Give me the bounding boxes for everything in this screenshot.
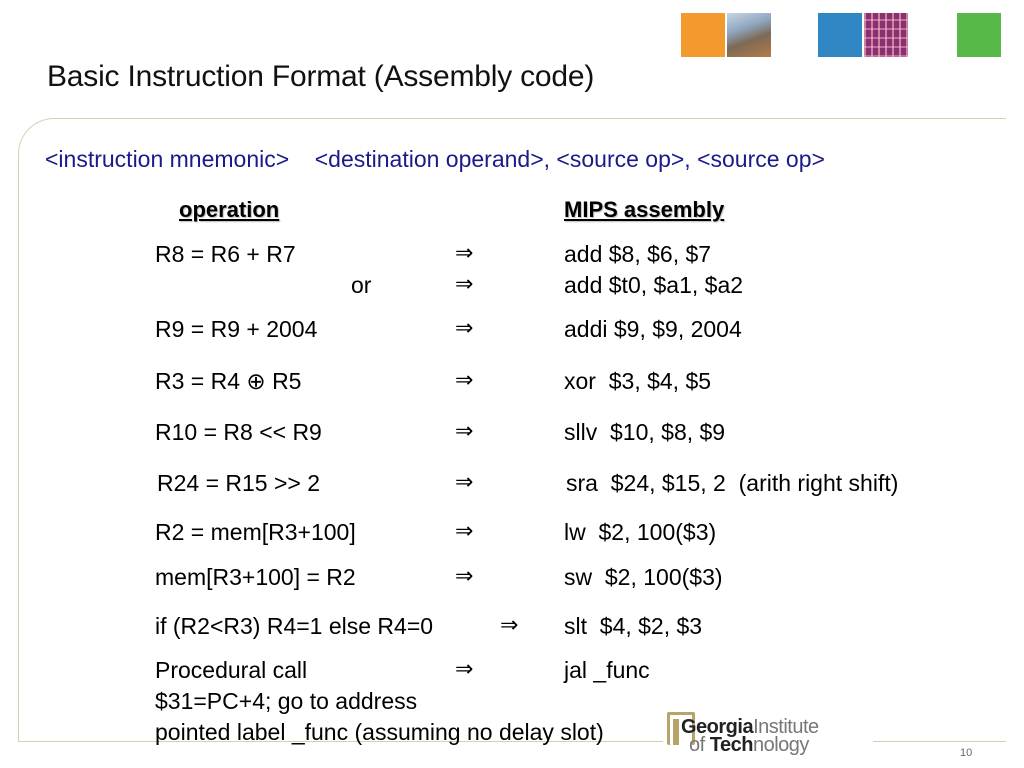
logo-word-georgia: Georgia [681, 716, 754, 738]
header-decor-green [957, 13, 1001, 57]
slide-title: Basic Instruction Format (Assembly code) [47, 60, 595, 93]
column-header-mips: MIPS assembly [564, 197, 725, 222]
operation-text: R3 = R4 ⊕ R5 [155, 368, 302, 394]
header-decor-blue [818, 13, 862, 57]
mips-text: jal _func [564, 657, 650, 683]
implies-arrow-icon: ⇒ [455, 368, 474, 393]
mips-text: xor $3, $4, $5 [564, 368, 712, 394]
mips-text: sw $2, 100($3) [564, 564, 723, 590]
logo-word-of: of [689, 734, 710, 756]
operation-text: R10 = R8 << R9 [155, 419, 322, 445]
operation-text: R8 = R6 + R7 [155, 241, 296, 267]
mips-text: add $t0, $a1, $a2 [564, 272, 744, 298]
operation-text: Procedural call [155, 657, 308, 683]
operation-text: R24 = R15 >> 2 [157, 470, 321, 496]
header-decor-circuit [864, 13, 908, 57]
implies-arrow-icon: ⇒ [455, 419, 474, 444]
implies-arrow-icon: ⇒ [455, 316, 474, 341]
header-decor-photo [727, 13, 771, 57]
mips-text: add $8, $6, $7 [564, 241, 712, 267]
header-decor-orange [681, 13, 725, 57]
logo-word-tech: Tech [709, 734, 753, 756]
operation-text: if (R2<R3) R4=1 else R4=0 [155, 613, 434, 639]
page-number: 10 [960, 747, 973, 759]
logo-line-2 [689, 734, 809, 757]
implies-arrow-icon: ⇒ [455, 519, 474, 544]
procedural-call-note: pointed label _func (assuming no delay slot) [155, 719, 604, 745]
operation-text: R9 = R9 + 2004 [155, 316, 318, 342]
logo-word-nology: nology [752, 734, 809, 756]
georgia-tech-logo [663, 708, 873, 766]
mips-text: sllv $10, $8, $9 [564, 419, 726, 445]
implies-arrow-icon: ⇒ [455, 657, 474, 682]
column-header-operation: operation [179, 197, 280, 222]
implies-arrow-icon: ⇒ [455, 470, 474, 495]
implies-arrow-icon: ⇒ [455, 272, 474, 297]
operation-text: R2 = mem[R3+100] [155, 519, 356, 545]
operation-text: or [351, 272, 372, 298]
implies-arrow-icon: ⇒ [455, 564, 474, 589]
implies-arrow-icon: ⇒ [500, 613, 519, 638]
mips-text: slt $4, $2, $3 [564, 613, 703, 639]
mips-text: lw $2, 100($3) [564, 519, 717, 545]
operation-text: mem[R3+100] = R2 [155, 564, 356, 590]
mips-text: addi $9, $9, 2004 [564, 316, 742, 342]
instruction-format-line: <instruction mnemonic> <destination operand>, <source op>, <source op> [45, 146, 825, 172]
procedural-call-note: $31=PC+4; go to address [155, 688, 418, 714]
mips-text: sra $24, $15, 2 (arith right shift) [566, 470, 899, 496]
implies-arrow-icon: ⇒ [455, 241, 474, 266]
logo-word-institute: Institute [753, 716, 819, 738]
